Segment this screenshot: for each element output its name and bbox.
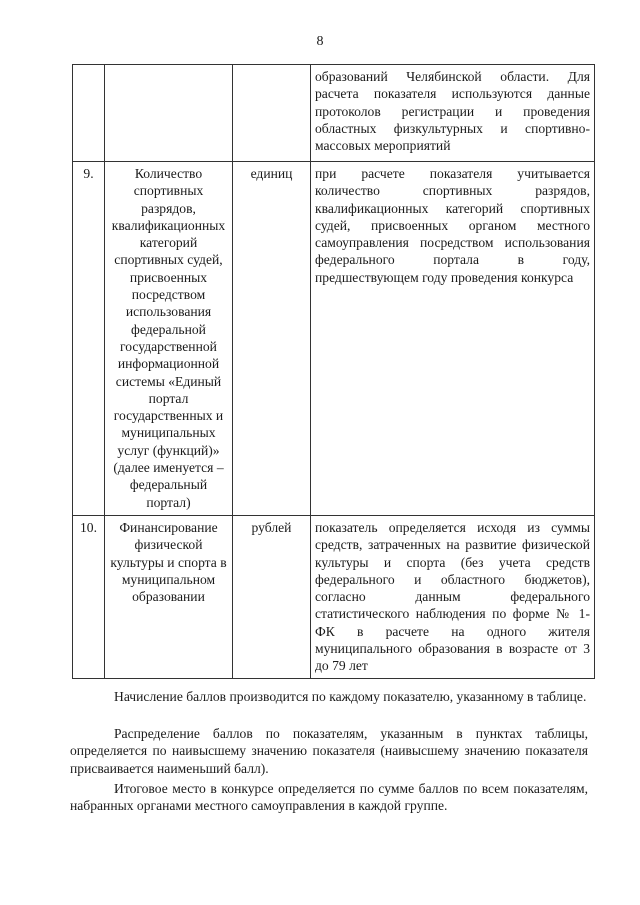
body-paragraph: Распределение баллов по показателям, указанным в пунктах таблицы, определяется по наивысшему значению показателя (наивысшему значению показателя присваивается наименьший балл). bbox=[70, 726, 588, 776]
indicator-name bbox=[105, 65, 233, 162]
table-row bbox=[73, 516, 595, 679]
indicator-name: Количество спортивных разрядов, квалификационных категорий спортивных судей, присвоенных посредством использования федеральной государственной информационной системы «Единый портал государственных и муниципальных услуг (функций)» (далее именуется – федеральный портал) bbox=[105, 162, 233, 516]
criteria-table bbox=[72, 64, 595, 679]
unit-of-measure bbox=[233, 65, 311, 162]
unit-of-measure: единиц bbox=[233, 162, 311, 516]
calculation-description: при расчете показателя учитывается количество спортивных разрядов, квалификационных категорий спортивных судей, присвоенных органом местного самоуправления посредством использования федерального портала в году, предшествующем году проведения конкурса bbox=[311, 162, 595, 516]
table-row bbox=[73, 162, 595, 516]
calculation-description: образований Челябинской области. Для расчета показателя используются данные протоколов регистрации и проведения областных физкультурных и спортивно-массовых мероприятий bbox=[311, 65, 595, 162]
row-number: 9. bbox=[73, 162, 105, 516]
page-number: 8 bbox=[316, 34, 324, 49]
indicator-name: Финансирование физической культуры и спорта в муниципальном образовании bbox=[105, 516, 233, 679]
row-number: 10. bbox=[73, 516, 105, 679]
body-paragraph: Итоговое место в конкурсе определяется по сумме баллов по всем показателям, набранных органами местного самоуправления в каждой группе. bbox=[70, 781, 588, 814]
unit-of-measure: рублей bbox=[233, 516, 311, 679]
table-row bbox=[73, 65, 595, 162]
body-paragraph: Начисление баллов производится по каждому показателю, указанному в таблице. bbox=[114, 689, 587, 704]
calculation-description: показатель определяется исходя из суммы средств, затраченных на развитие физической культуры и спорта (без учета средств федерального и областного бюджетов), согласно данным федерального статистического наблюдения по форме № 1-ФК в расчете на одного жителя муниципального образования в возрасте от 3 до 79 лет bbox=[311, 516, 595, 679]
row-number bbox=[73, 65, 105, 162]
